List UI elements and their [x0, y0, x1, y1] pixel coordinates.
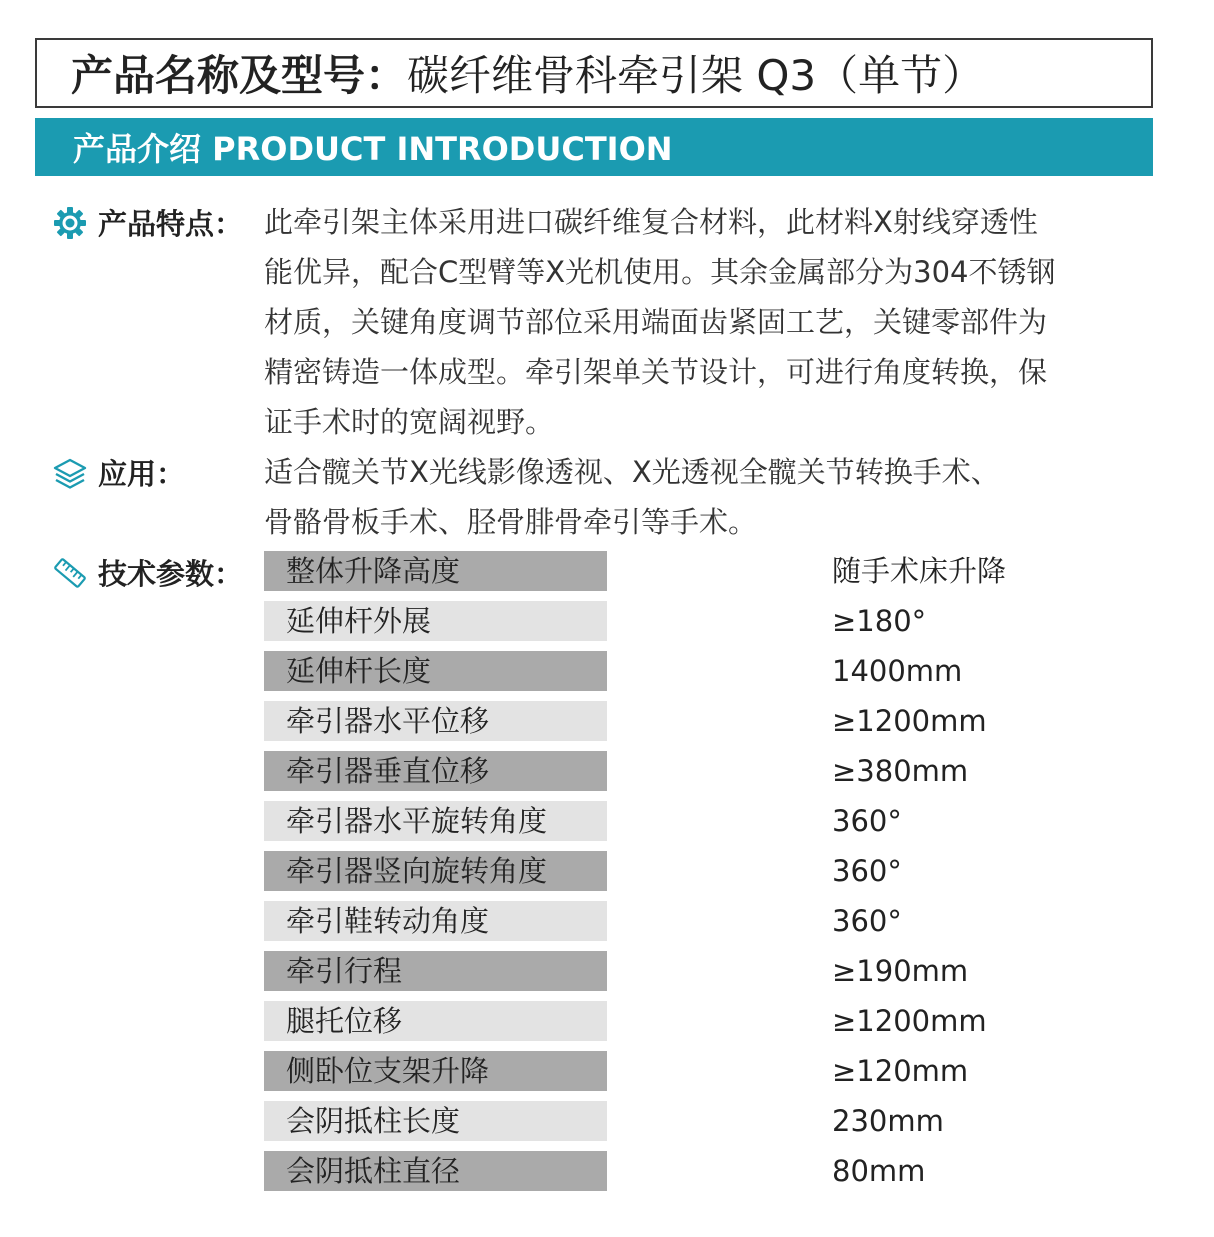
application-line: 骨骼骨板手术、胫骨腓骨牵引等手术。	[264, 505, 758, 539]
features-line: 精密铸造一体成型。牵引架单关节设计，可进行角度转换，保	[264, 355, 1048, 389]
features-line: 此牵引架主体采用进口碳纤维复合材料，此材料X射线穿透性	[264, 205, 1038, 239]
spec-row	[264, 1001, 1164, 1041]
intro-banner: 产品介绍 PRODUCT INTRODUCTION	[35, 118, 1153, 176]
spec-value: ≥1200mm	[832, 1004, 987, 1038]
spec-row	[264, 601, 1164, 641]
spec-name: 牵引鞋转动角度	[264, 901, 607, 941]
spec-row	[264, 1101, 1164, 1141]
spec-value: ≥190mm	[832, 954, 969, 988]
application-label: 应用：	[98, 457, 186, 491]
features-text	[264, 197, 1174, 447]
specs-label: 技术参数：	[98, 557, 244, 591]
spec-row	[264, 701, 1164, 741]
spec-row	[264, 1151, 1164, 1191]
spec-value: 360°	[832, 804, 902, 838]
spec-value: ≥180°	[832, 604, 927, 638]
spec-value: ≥380mm	[832, 754, 969, 788]
spec-value: ≥1200mm	[832, 704, 987, 738]
spec-value: ≥120mm	[832, 1054, 969, 1088]
spec-value: 360°	[832, 904, 902, 938]
spec-row	[264, 851, 1164, 891]
application-heading	[52, 452, 185, 493]
features-line: 材质，关键角度调节部位采用端面齿紧固工艺，关键零部件为	[264, 305, 1048, 339]
gear-icon	[52, 205, 88, 241]
spec-name: 延伸杆外展	[264, 601, 607, 641]
spec-name: 牵引行程	[264, 951, 607, 991]
spec-row	[264, 551, 1164, 591]
spec-row	[264, 651, 1164, 691]
layers-icon	[52, 455, 88, 491]
spec-value: 1400mm	[832, 654, 963, 688]
spec-value: 360°	[832, 854, 902, 888]
spec-value: 随手术床升降	[832, 554, 1007, 588]
ruler-icon	[52, 555, 88, 591]
features-label: 产品特点：	[98, 207, 244, 241]
specs-heading	[52, 552, 243, 593]
features-heading	[52, 202, 243, 243]
spec-name: 侧卧位支架升降	[264, 1051, 607, 1091]
application-text	[264, 447, 1174, 547]
spec-name: 牵引器垂直位移	[264, 751, 607, 791]
spec-row	[264, 901, 1164, 941]
spec-name: 牵引器水平旋转角度	[264, 801, 607, 841]
spec-name: 整体升降高度	[264, 551, 607, 591]
spec-name: 延伸杆长度	[264, 651, 607, 691]
spec-row	[264, 801, 1164, 841]
product-title-label: 产品名称及型号：	[71, 51, 408, 100]
spec-name: 会阴抵柱长度	[264, 1101, 607, 1141]
features-line: 能优异，配合C型臂等X光机使用。其余金属部分为304不锈钢	[264, 255, 1056, 289]
product-title	[35, 38, 1153, 108]
spec-name: 牵引器水平位移	[264, 701, 607, 741]
spec-row	[264, 951, 1164, 991]
spec-name: 会阴抵柱直径	[264, 1151, 607, 1191]
spec-value: 230mm	[832, 1104, 944, 1138]
spec-name: 牵引器竖向旋转角度	[264, 851, 607, 891]
spec-value: 80mm	[832, 1154, 926, 1188]
spec-row	[264, 751, 1164, 791]
features-line: 证手术时的宽阔视野。	[264, 405, 555, 439]
application-line: 适合髋关节X光线影像透视、X光透视全髋关节转换手术、	[264, 455, 1000, 489]
spec-name: 腿托位移	[264, 1001, 607, 1041]
product-title-value: 碳纤维骨科牵引架 Q3（单节）	[407, 51, 985, 100]
spec-row	[264, 1051, 1164, 1091]
